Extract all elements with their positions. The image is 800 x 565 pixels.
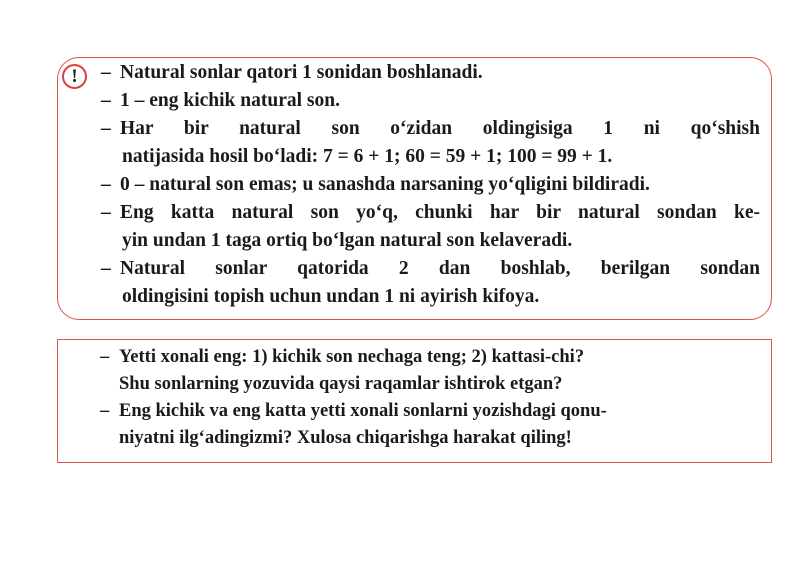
exclamation-circle-icon: ! (62, 64, 87, 89)
rule-item-2 (101, 90, 340, 112)
rule-text: Eng katta natural son yo‘q, chunki har bir natural sondan ke- (120, 202, 760, 223)
rule-text: Har bir natural son o‘zidan oldingisiga 1 ni qo‘shish (120, 118, 760, 139)
question-item-1 (100, 347, 584, 368)
bullet-dash: – (101, 90, 111, 111)
rule-text: 0 – natural son emas; u sanashda narsaning yo‘qligini bildiradi. (120, 174, 650, 195)
bullet-dash: – (101, 202, 111, 223)
rule-item-4 (101, 174, 650, 196)
rule-item-5-continuation: yin undan 1 taga ortiq bo‘lgan natural son kelaveradi. (122, 230, 573, 251)
question-text: Eng kichik va eng katta yetti xonali sonlarni yozishdagi qonu- (119, 401, 607, 421)
rule-text: Natural sonlar qatori 1 sonidan boshlanadi. (120, 62, 483, 83)
rule-text: 1 – eng kichik natural son. (120, 90, 340, 111)
rule-item-5 (101, 202, 760, 224)
bullet-dash: – (100, 347, 110, 367)
question-item-2 (100, 401, 607, 422)
rule-item-6 (101, 258, 760, 280)
rule-item-3 (101, 118, 760, 140)
bullet-dash: – (101, 118, 111, 139)
question-text: Yetti xonali eng: 1) kichik son nechaga teng; 2) kattasi-chi? (119, 347, 585, 367)
rule-text: Natural sonlar qatorida 2 dan boshlab, berilgan sondan (120, 258, 760, 279)
bullet-dash: – (101, 174, 111, 195)
bullet-dash: – (101, 258, 111, 279)
bullet-dash: – (101, 62, 111, 83)
rule-item-1 (101, 62, 483, 84)
rule-item-6-continuation: oldingisini topish uchun undan 1 ni ayirish kifoya. (122, 286, 540, 307)
question-item-2-continuation: niyatni ilg‘adingizmi? Xulosa chiqarishga harakat qiling! (119, 428, 572, 448)
bullet-dash: – (100, 401, 110, 421)
question-item-1-continuation: Shu sonlarning yozuvida qaysi raqamlar ishtirok etgan? (119, 374, 563, 394)
rule-item-3-continuation: natijasida hosil bo‘ladi: 7 = 6 + 1; 60 = 59 + 1; 100 = 99 + 1. (122, 146, 613, 167)
